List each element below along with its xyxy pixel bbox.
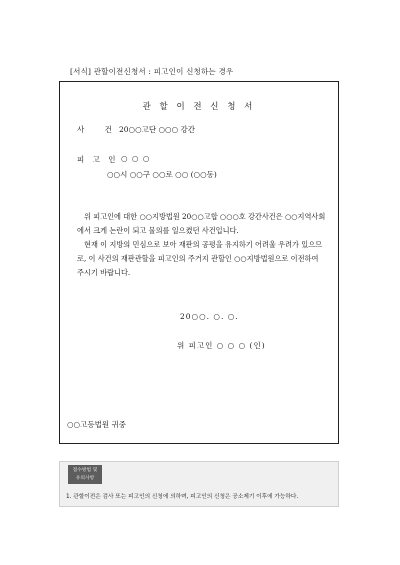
defendant-name: ○ ○ ○ bbox=[121, 154, 151, 163]
addressee-court: ○○고등법원 귀중 bbox=[67, 420, 126, 429]
guide-tab-line: 접수방법 및 bbox=[72, 468, 98, 473]
defendant-address: ○○시 ○○구 ○○로 ○○ (○○동) bbox=[107, 170, 217, 179]
document-title: 관 할 이 전 신 청 서 bbox=[142, 102, 256, 112]
application-document bbox=[59, 81, 339, 444]
defendant-label: 피 고 인 bbox=[77, 155, 119, 164]
guide-tab-line: 유의사항 bbox=[75, 476, 95, 481]
defendant-signature: 위 피고인 ○ ○ ○ (인) bbox=[177, 341, 266, 350]
guide-tab-label bbox=[68, 465, 102, 484]
case-label: 사 건 bbox=[77, 125, 121, 134]
body-paragraph: 현재 이 지방의 민심으로 보아 재판의 공평을 유지하기 어려울 우려가 있으므로, 이 사건의 재판관할을 피고인의 주거지 관할인 ○○지방법원으로 이전하여 주시기 바랍니다. bbox=[77, 240, 323, 277]
application-date: 20○○. ○. ○. bbox=[180, 312, 239, 321]
guide-note: 1. 관할이전은 검사 또는 피고인의 신청에 의하며, 피고인의 신청은 공소제기 이후에 가능하다. bbox=[66, 494, 299, 500]
form-title: [서식] 관할이전신청서 : 피고인이 신청하는 경우 bbox=[70, 67, 234, 76]
application-body bbox=[77, 210, 327, 280]
filing-guide bbox=[59, 461, 339, 507]
case-value: 20○○고단 ○○○ 강간 bbox=[119, 125, 196, 134]
body-paragraph: 위 피고인에 대한 ○○지방법원 20○○고합 ○○○호 강간사건은 ○○지역사회에서 크게 논란이 되고 물의를 일으켰던 사건입니다. bbox=[77, 212, 326, 235]
